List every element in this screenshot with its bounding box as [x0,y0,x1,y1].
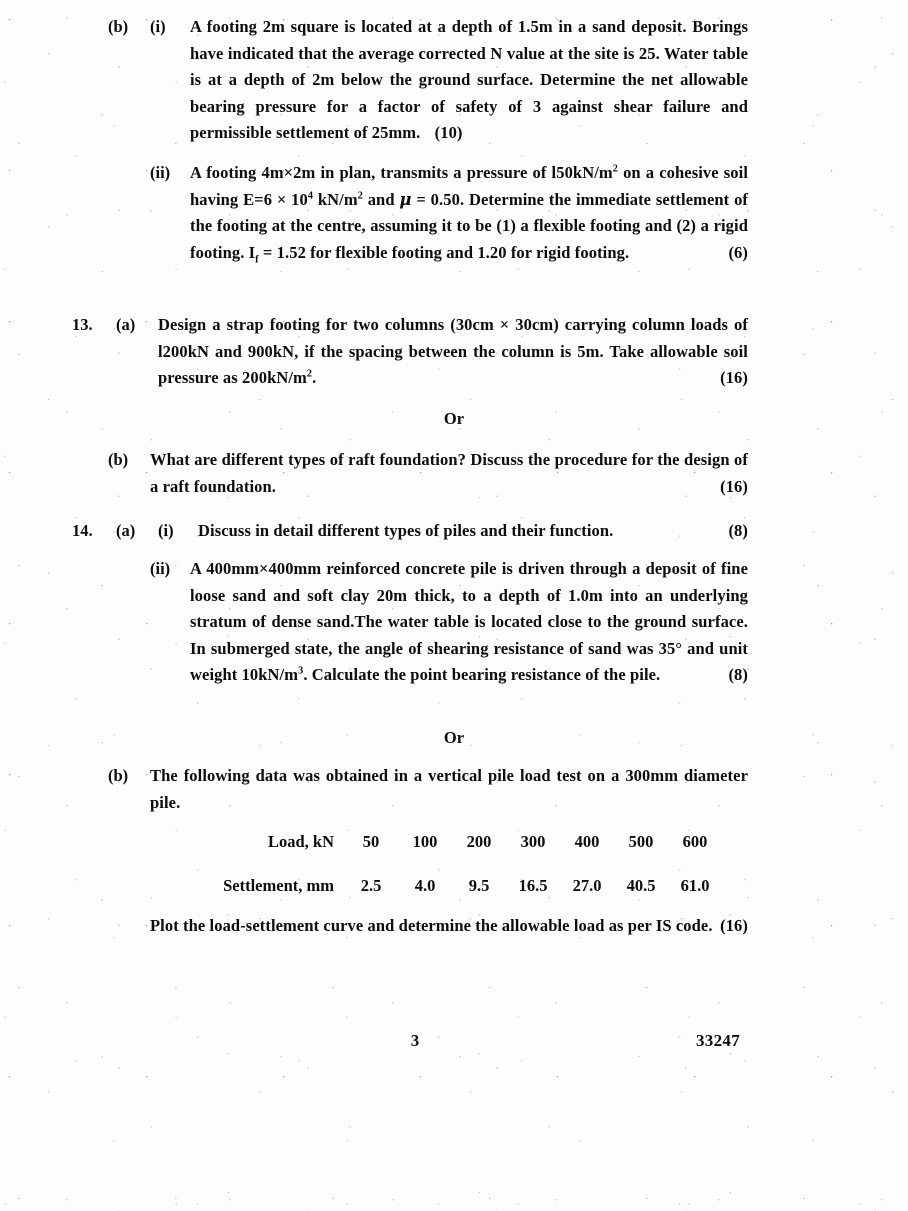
question-marker-alpha: (b) [108,450,129,469]
subscript-f: f [255,253,259,265]
question-text-segment: on a cohesive soil having E=6 × 10 [190,163,748,209]
table-row-settlement [182,876,722,896]
load-value: 300 [520,832,546,851]
page-number: 3 [410,1031,420,1050]
pile-load-test-table [182,832,722,896]
question-14a-i [72,518,748,545]
marks-label: (8) [728,665,748,684]
question-marker-alpha: (a) [116,315,136,334]
superscript-unit: 2 [612,163,618,175]
row-label-load: Load, kN [267,832,334,851]
superscript-unit: 2 [357,190,363,201]
question-13a [72,312,748,392]
question-body [190,556,748,689]
question-text-segment: . Calculate the point bearing resistance of the pile. [303,665,661,684]
superscript-unit: 3 [298,665,304,677]
load-value: 200 [466,832,492,851]
question-text-segment: A footing 4m×2m in plan, transmits a pressure of l50kN/m [190,163,613,182]
question-14b [108,763,748,816]
marks-label: (16) [720,476,748,496]
load-value: 400 [574,832,600,851]
load-value: 100 [412,832,438,851]
question-number: 13. [72,315,93,334]
question-text: Discuss in detail different types of piles and their function. [198,521,614,540]
question-body [150,447,748,500]
question-text: Plot the load-settlement curve and determine the allowable load as per IS code. [150,916,713,935]
question-13b [108,447,748,500]
question-marker-roman: (i) [150,17,166,36]
superscript-unit: 2 [306,368,313,380]
question-body [158,312,748,392]
question-text-segment: = 0.50. Determine the immediate settlement of the footing at the centre, assuming it to be (1) a flexible footing and (2) a rigid footing. I [190,189,749,262]
question-text: What are different types of raft foundation? Discuss the procedure for the design of a raft foundation. [150,450,748,496]
greek-mu-symbol: μ [399,189,412,209]
marks-label: (10) [434,123,463,142]
question-marker-roman: (i) [158,521,174,540]
marks-label: (16) [720,916,748,935]
question-text-segment: = 1.52 for flexible footing and 1.20 for rigid footing. [258,242,630,262]
question-body [150,763,748,816]
question-body [198,518,748,545]
load-value: 500 [628,832,654,851]
marks-label: (8) [728,521,748,540]
question-14a-ii [150,556,748,689]
settlement-value: 27.0 [572,876,602,895]
question-text-segment: . [312,368,317,387]
question-body [190,14,748,147]
settlement-value: 9.5 [468,876,490,895]
paper-code: 33247 [696,1031,740,1050]
or-separator-first: Or [443,409,465,428]
question-marker-roman: (ii) [150,559,171,578]
settlement-value: 4.0 [414,876,436,895]
data-table [182,832,722,896]
question-12b-i [108,14,748,147]
settlement-value: 61.0 [680,876,710,895]
question-14b-closing [150,913,748,940]
question-text: The following data was obtained in a vertical pile load test on a 300mm diameter pile. [150,766,748,812]
load-value: 50 [362,832,380,851]
question-marker-alpha: (b) [108,17,129,36]
marks-label: (6) [728,242,748,262]
question-body [150,913,748,940]
question-body [190,160,748,266]
question-number: 14. [72,521,93,540]
question-text-segment: A 400mm×400mm reinforced concrete pile is driven through a deposit of fine loose sand and soft clay 20m thick, to a depth of 1.0m into an underlying stratum of dense sand.The water table is located close to the ground surface. In submerged state, the angle of shearing resistance of sand was 35° and unit weight 10kN/m [190,559,748,684]
question-text-segment: and [362,189,400,209]
question-text: A footing 2m square is located at a depth of 1.5m in a sand deposit. Borings have indicated that the average corrected N value at the site is 25. Water table is at a depth of 2m below the ground surface. Determine the net allowable bearing pressure for a factor of safety of 3 against shear failure and permissible settlement of 25mm. [190,17,748,142]
or-separator-second: Or [443,728,465,747]
superscript-exponent: 4 [307,190,314,201]
table-row-load [182,832,722,876]
question-marker-roman: (ii) [150,163,171,182]
load-value: 600 [682,832,708,851]
question-marker-alpha: (b) [108,766,129,785]
settlement-value: 40.5 [626,876,656,895]
question-text-segment: kN/m [313,189,358,209]
row-label-settlement: Settlement, mm [223,876,334,895]
settlement-value: 2.5 [360,876,382,895]
question-text-segment: Design a strap footing for two columns (30cm × 30cm) carrying column loads of l200kN and 900kN, if the spacing between the column is 5m. Take allowable soil pressure as 200kN/m [158,315,748,387]
marks-label: (16) [720,368,748,387]
settlement-value: 16.5 [518,876,548,895]
question-marker-alpha: (a) [116,521,136,540]
question-12b-ii [150,160,748,266]
